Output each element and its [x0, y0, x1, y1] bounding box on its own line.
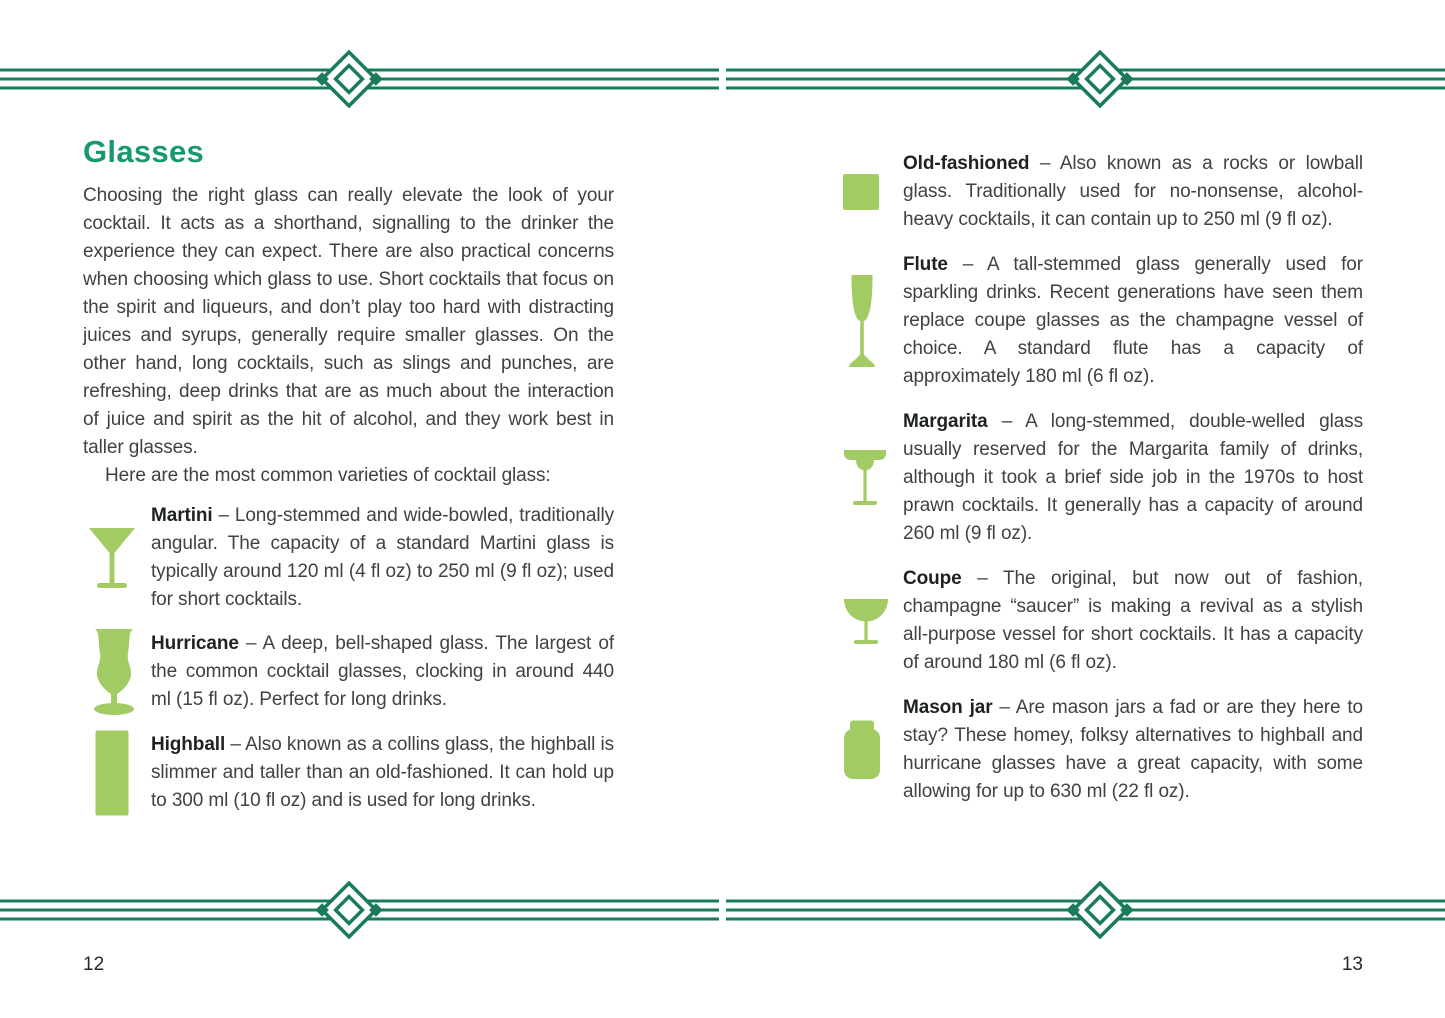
hurricane-glass-icon: [83, 628, 151, 716]
entry-separator: –: [962, 254, 974, 275]
entry-text: [151, 502, 614, 614]
glass-entries-right: [841, 150, 1363, 806]
varieties-lead-in: Here are the most common varieties of cocktail glass:: [105, 465, 551, 486]
entry-coupe: [841, 565, 1363, 677]
entry-term: Flute: [903, 254, 948, 275]
entry-term: Highball: [151, 734, 226, 755]
entry-description: A deep, bell-shaped glass. The largest of the common cocktail glasses, clocking in around 440 ml (15 fl oz). Perfect for long drinks.: [151, 633, 614, 710]
margarita-glass-icon: [841, 449, 903, 507]
coupe-glass-icon: [841, 598, 903, 644]
entry-separator: –: [230, 734, 241, 755]
old-fashioned-glass-icon: [841, 174, 903, 210]
entry-term: Mason jar: [903, 697, 993, 718]
entry-description: A long-stemmed, double-welled glass usually reserved for the Margarita family of drinks, although it took a brief side job in the 1970s to host prawn cocktails. It generally has a capacity of around 260 ml (9 fl oz).: [903, 411, 1363, 544]
highball-glass-icon: [83, 730, 151, 816]
entry-separator: –: [218, 505, 229, 526]
entry-old-fashioned: [841, 150, 1363, 234]
entry-term: Martini: [151, 505, 213, 526]
mason-jar-icon: [841, 720, 903, 780]
entry-mason-jar: [841, 694, 1363, 806]
entry-martini: [83, 502, 614, 614]
entry-text: [903, 150, 1363, 234]
page-number-right: 13: [1341, 954, 1363, 975]
entry-term: Hurricane: [151, 633, 239, 654]
entry-separator: –: [1039, 153, 1051, 174]
entry-separator: –: [977, 568, 988, 589]
entry-text: [151, 630, 614, 714]
entry-description: Also known as a collins glass, the highball is slimmer and taller than an old-fashioned. It can hold up to 300 ml (10 fl oz) and is used for long drinks.: [151, 734, 614, 811]
martini-glass-icon: [83, 527, 151, 589]
entry-hurricane: [83, 628, 614, 716]
entry-text: [151, 731, 614, 815]
entry-highball: [83, 730, 614, 816]
entry-description: Long-stemmed and wide-bowled, traditionally angular. The capacity of a standard Martini glass is typically around 120 ml (4 fl oz) to 250 ml (9 fl oz); used for short cocktails.: [151, 505, 614, 610]
entry-separator: –: [1001, 411, 1013, 432]
entry-text: [903, 694, 1363, 806]
entry-text: [903, 251, 1363, 391]
entry-description: Are mason jars a fad or are they here to stay? These homey, folksy alternatives to highball and hurricane glasses have a great capacity, with some allowing for up to 630 ml (22 fl oz).: [903, 697, 1364, 802]
page-number-left: 12: [83, 954, 105, 975]
intro-paragraph: Choosing the right glass can really elevate the look of your cocktail. It acts as a shorthand, signalling to the drinker the experience they can expect. There are also practical concerns when choosing which glass to use. Short cocktails that focus on the spirit and liqueurs, and don’t play too hard with distracting juices and syrups, generally require smaller glasses. On the other hand, long cocktails, such as slings and punches, are refreshing, deep drinks that are as much about the interaction of juice and spirit as the hit of alcohol, and they work best in taller glasses.: [83, 185, 614, 458]
flute-glass-icon: [841, 274, 903, 368]
entry-description: Also known as a rocks or lowball glass. Traditionally used for no-nonsense, alcohol-heavy cocktails, it can contain up to 250 ml (9 fl oz).: [903, 153, 1363, 230]
entry-text: [903, 408, 1363, 548]
decorative-border-bottom: [0, 878, 1445, 942]
entry-flute: [841, 251, 1363, 391]
decorative-border-top: [0, 47, 1445, 111]
right-page-column: [841, 150, 1363, 806]
entry-term: Margarita: [903, 411, 988, 432]
entry-description: The original, but now out of fashion, champagne “saucer” is making a revival as a stylish all-purpose vessel for short cocktails. It has a capacity of around 180 ml (6 fl oz).: [903, 568, 1363, 673]
entry-description: A tall-stemmed glass generally used for sparkling drinks. Recent generations have seen them replace coupe glasses as the champagne vessel of choice. A standard flute has a capacity of approximately 180 ml (6 fl oz).: [903, 254, 1363, 387]
glass-entries-left: [83, 502, 614, 816]
page-title: Glasses: [83, 134, 205, 169]
entry-separator: –: [999, 697, 1010, 718]
entry-term: Coupe: [903, 568, 962, 589]
entry-term: Old-fashioned: [903, 153, 1030, 174]
entry-text: [903, 565, 1363, 677]
left-page-column: [83, 134, 614, 816]
entry-margarita: [841, 408, 1363, 548]
entry-separator: –: [245, 633, 257, 654]
